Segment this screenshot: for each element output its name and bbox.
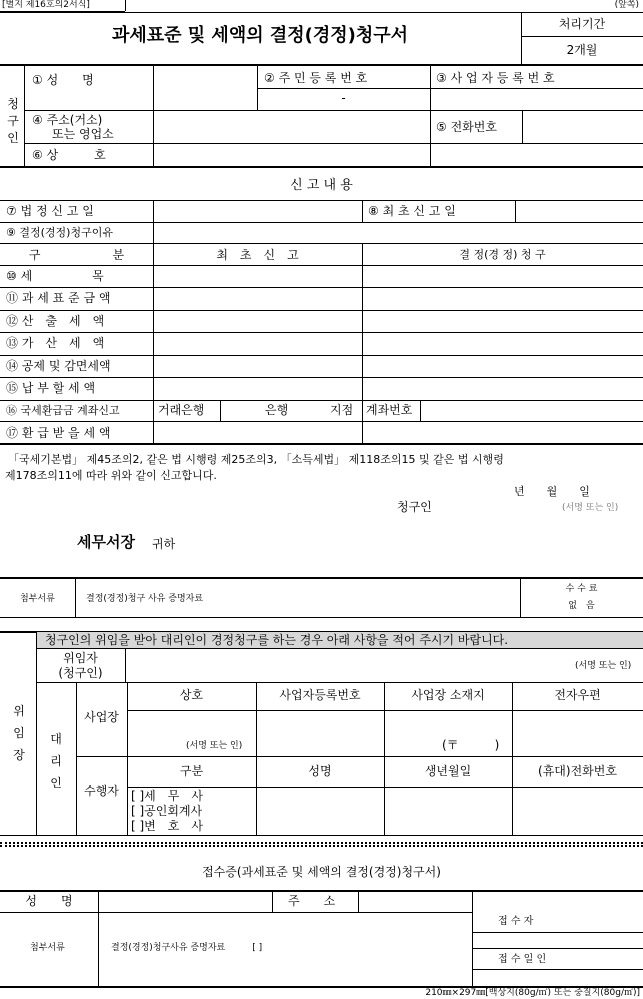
perf-option-lawyer[interactable]: [ ]변 호 사 [131, 819, 203, 833]
col-category: 구 분 [28, 248, 125, 262]
declaration-line-1: 「국세기본법」 제45조의2, 같은 법 시행령 제25조의3, 「소득세법」 제118조의15 및 같은 법 시행령 [8, 453, 504, 466]
divider [0, 912, 472, 913]
rrn-label: ② 주 민 등 록 번 호 [264, 71, 368, 85]
biz-col-email: 전자우편 [554, 688, 601, 702]
report-section-title: 신 고 내 용 [290, 178, 353, 193]
receipt-date-label: 접 수 일 인 [498, 954, 547, 965]
receipt-receiver-label: 접 수 자 [498, 916, 534, 927]
divider [420, 400, 421, 421]
divider [521, 36, 643, 37]
processing-label: 처리기간 [558, 17, 606, 31]
perf-col-birthdate: 생년월일 [424, 764, 472, 778]
divider [272, 891, 273, 912]
divider [0, 243, 643, 244]
divider [153, 66, 154, 166]
postal-mark: (〒 ) [442, 738, 500, 752]
biz-sign-note: (서명 또는 인) [186, 741, 243, 751]
addressee: 세무서장 [77, 533, 135, 551]
legal-date-label: ⑦ 법 정 신 고 일 [6, 204, 94, 218]
col-claim: 결 정(경 정) 청 구 [459, 248, 546, 261]
fee-label: 수 수 료 [565, 584, 598, 594]
divider [24, 66, 25, 166]
declaration-sign-note: (서명 또는 인) [562, 503, 619, 513]
divider [515, 200, 516, 222]
declaration-date: 년 월 일 [514, 485, 590, 498]
divider [127, 787, 643, 788]
row-tax-base: ⑪ 과 세 표 준 금 액 [6, 291, 111, 305]
refund-account-label: ⑯ 국세환급금 계좌신고 [6, 404, 120, 417]
divider [256, 682, 257, 835]
divider [0, 12, 643, 13]
divider [0, 835, 643, 836]
fee-value: 없 음 [568, 601, 595, 611]
agent-label: 대리인 [50, 732, 62, 790]
declaration-line-2: 제178조의11에 따라 위와 같이 신고합니다. [5, 469, 217, 482]
delegator-sign-note: (서명 또는 인) [575, 661, 632, 671]
divider [0, 377, 643, 378]
divider [0, 265, 643, 266]
divider [430, 66, 431, 166]
divider [384, 682, 385, 835]
divider [472, 932, 643, 933]
divider [127, 710, 643, 711]
address-label-2: 또는 영업소 [52, 127, 114, 141]
row-calculated-tax: ⑫ 산 출 세 액 [6, 314, 105, 328]
divider [430, 88, 643, 89]
divider [512, 682, 513, 835]
divider [0, 617, 643, 618]
biz-col-location: 사업장 소재지 [411, 688, 485, 702]
delegation-section-label: 위임장 [13, 704, 25, 762]
divider [362, 200, 363, 222]
claimant-section-label: 청구인 [7, 97, 19, 145]
divider [0, 890, 643, 892]
declaration-claimant-label: 청구인 [397, 500, 432, 514]
first-date-label: ⑧ 최 초 신 고 일 [368, 204, 456, 218]
divider [0, 310, 643, 311]
processing-value: 2개월 [566, 43, 598, 57]
divider [0, 332, 643, 333]
reason-label: ⑨ 결정(경정)청구이유 [6, 226, 113, 239]
form-number: [별지 제16호의2서식] [2, 0, 90, 10]
row-tax-payable: ⑮ 납 부 할 세 액 [6, 381, 96, 395]
cut-line [0, 842, 643, 847]
divider [520, 578, 521, 617]
receipt-address-label: 주 소 [288, 894, 336, 908]
account-label: 계좌번호 [366, 403, 413, 417]
divider [0, 443, 643, 445]
divider [0, 287, 643, 288]
perf-col-phone: (휴대)전화번호 [538, 764, 617, 778]
delegation-notice: 청구인의 위임을 받아 대리인이 경정청구를 하는 경우 아래 사항을 적어 주시기 바랍니다. [45, 633, 509, 647]
attachments-content: 결정(경정)청구 사유 증명자료 [86, 594, 204, 604]
phone-label: ⑤ 전화번호 [436, 120, 497, 134]
divider [24, 143, 643, 144]
divider [0, 166, 643, 168]
name-label: ① 성 명 [32, 73, 94, 87]
divider [522, 110, 523, 143]
divider [257, 88, 430, 89]
divider [0, 355, 643, 356]
business-label: 사업장 [84, 710, 119, 724]
delegator-label-2: (청구인) [58, 666, 103, 680]
biz-col-registration: 사업자등록번호 [279, 688, 361, 702]
perf-option-cpa[interactable]: [ ]공인회계사 [131, 804, 203, 818]
side-note: (앞쪽) [614, 0, 639, 10]
perf-option-tax-accountant[interactable]: [ ]세 무 사 [131, 789, 203, 803]
receipt-name-label: 성 명 [25, 894, 73, 908]
divider [125, 0, 126, 11]
divider [0, 64, 643, 66]
biz-col-trade-name: 상호 [179, 688, 204, 702]
row-tax-item: ⑩ 세 목 [6, 269, 104, 283]
attachments-label: 첨부서류 [20, 594, 55, 604]
perf-col-name: 성명 [308, 764, 332, 778]
receipt-attach-label: 첨부서류 [30, 943, 65, 953]
paper-spec: 210㎜×297㎜[백상지(80g/㎡) 또는 중질지(80g/㎡)] [425, 988, 640, 998]
divider [0, 400, 643, 401]
divider [127, 682, 128, 835]
receipt-title: 접수증(과세표준 및 세액의 결정(경정)청구서) [202, 865, 441, 879]
receipt-attach-content: 결정(경정)청구사유 증명자료 [ ] [111, 943, 263, 953]
divider [472, 948, 643, 949]
page-title: 과세표준 및 세액의 결정(경정)청구서 [111, 25, 409, 46]
divider [472, 969, 643, 970]
divider [98, 891, 99, 986]
divider [24, 110, 643, 111]
perf-col-type: 구분 [179, 764, 204, 778]
rrn-value: - [341, 91, 346, 105]
divider [0, 222, 643, 223]
divider [36, 648, 643, 649]
divider [220, 400, 221, 421]
branch-unit: 지점 [330, 403, 354, 417]
address-label-1: ④ 주소(거소) [32, 113, 103, 127]
trade-name-label: ⑥ 상 호 [32, 148, 106, 162]
divider [358, 891, 359, 912]
brn-label: ③ 사 업 자 등 록 번 호 [436, 71, 555, 85]
performer-label: 수행자 [84, 784, 119, 798]
row-additional-tax: ⑬ 가 산 세 액 [6, 336, 105, 350]
divider [472, 891, 473, 986]
col-initial: 최 초 신 고 [216, 248, 299, 262]
refund-amount-label: ⑰ 환 급 받 을 세 액 [6, 426, 111, 440]
divider [153, 200, 154, 443]
divider [125, 648, 126, 682]
row-deductions: ⑭ 공제 및 감면세액 [6, 359, 111, 373]
bank-unit: 은행 [265, 403, 289, 417]
divider [76, 682, 77, 835]
divider [76, 756, 643, 757]
divider [75, 578, 76, 617]
bank-label: 거래은행 [158, 403, 205, 417]
divider [0, 200, 643, 201]
delegator-label-1: 위임자 [63, 651, 98, 665]
divider [0, 421, 643, 422]
divider [0, 577, 643, 579]
addressee-suffix: 귀하 [152, 537, 176, 551]
